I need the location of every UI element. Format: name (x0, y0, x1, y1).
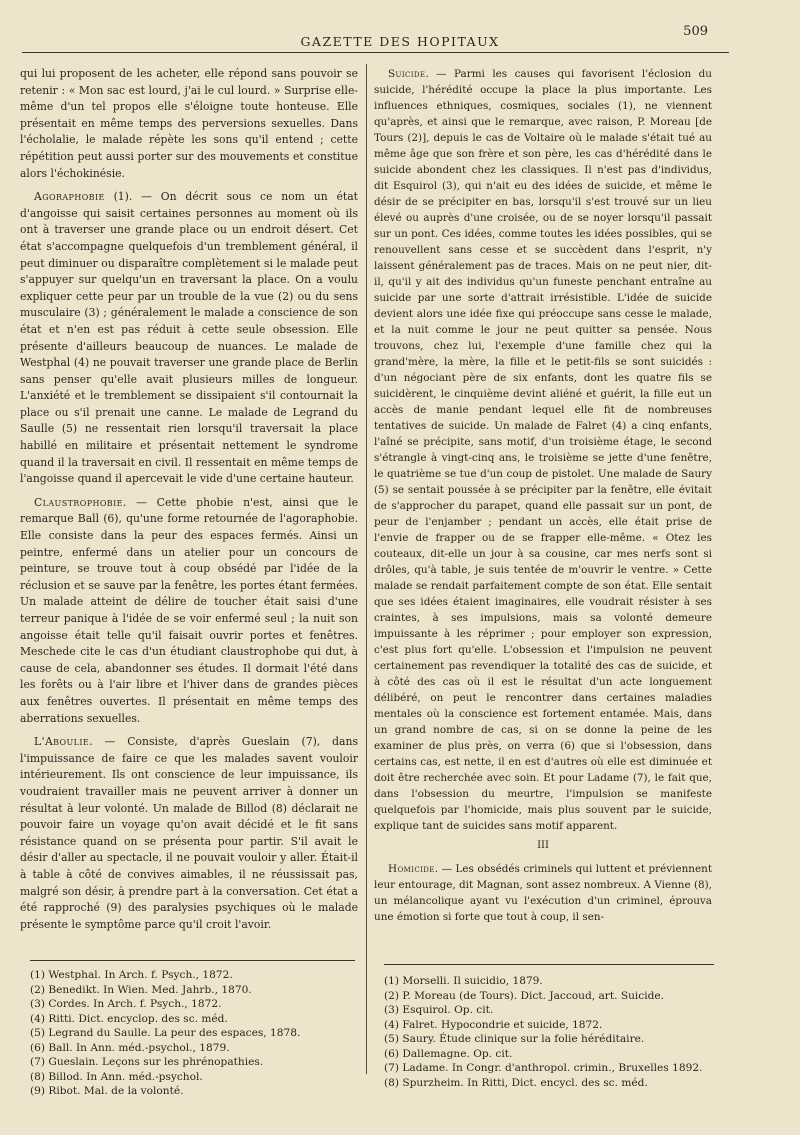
suicide-paragraph (374, 66, 712, 834)
right-column (374, 66, 712, 952)
left-column (20, 66, 358, 938)
aboulie-paragraph (20, 734, 358, 933)
homicide-text: . — Les obsédés criminels qui luttent et préviennent leur entourage, dit Magnan, sont assez nombreux. A Vienne (8), un mélancolique ayant vu l'exécution d'un criminel, éprouva une émotion si forte que tout à coup, il sen- (374, 863, 712, 923)
section-term-aboulie: L'Aboulie (34, 735, 90, 749)
footnote: (5) Saury. Étude clinique sur la folie héréditaire. (384, 1033, 645, 1045)
journal-title: GAZETTE DES HOPITAUX (300, 34, 500, 49)
header-rule (22, 52, 729, 53)
section-term-suicide: Suicide (388, 68, 426, 80)
footnote: (2) P. Moreau (de Tours). Dict. Jaccoud, art. Suicide. (384, 989, 665, 1002)
footnote-rule-left (30, 960, 355, 961)
section-term-claustrophobie: Claustrophobie (34, 495, 123, 509)
footnote: (8) Spurzheim. In Ritti, Dict. encycl. des sc. méd. (384, 1076, 648, 1089)
footnote: (3) Cordes. In Arch. f. Psych., 1872. (30, 998, 222, 1010)
aboulie-text: . — Consiste, d'après Gueslain (7), dans l'impuissance de faire ce que les malades savent vouloir intérieurement. Ils ont conscience de leur impuissance, ils voudraient travailler mais ne peuvent arriver à donner un résultat à leur volonté. Un malade de Billod (8) déclarait ne pouvoir faire un voyage qu'on avait décidé et le fit sans résistance quand on se présenta pour partir. S'il avait le désir d'aller au spectacle, il ne pouvait vouloir y aller. Était-il à table à côté de convives aimables, il ne réussissait pas, malgré son désir, à prendre part à la conversation. Cet état a été rapproché (9) des paralysies psychiques où le malade présente le symptôme parce qu'il croit l'avoir. (20, 735, 358, 931)
footnote: (5) Legrand du Saulle. La peur des espaces, 1878. (30, 1027, 301, 1039)
running-header (0, 22, 800, 50)
echolalie-paragraph: qui lui proposent de les acheter, elle répond sans pouvoir se retenir : « Mon sac est lourd, j'ai le cul lourd. » Surprise elle-même d'un tel propos elle s'éloigne toute honteuse. Elle présentait en même temps des perversions sexuelles. Dans l'écholalie, le malade répète les sons qu'il entend ; cette répétition peut aussi porter sur des mouvements et constitue alors l'échokinésie. (20, 67, 358, 180)
footnotes-right (384, 974, 724, 1090)
page-number: 509 (683, 24, 708, 39)
footnote: (4) Falret. Hypocondrie et suicide, 1872. (384, 1018, 603, 1031)
claustrophobie-paragraph (20, 495, 358, 727)
footnote: (6) Ball. In Ann. méd.-psychol., 1879. (30, 1041, 230, 1054)
column-divider (366, 64, 367, 1074)
section-marker: III (537, 840, 549, 851)
footnote: (9) Ribot. Mal. de la volonté. (30, 1085, 184, 1097)
suicide-text: . — Parmi les causes qui favorisent l'éclosion du suicide, l'hérédité occupe la place la plus importante. Les influences ethniques, cosmiques, sociales (1), ne viennent qu'après, et ainsi que le remarque, avec raison, P. Moreau [de Tours (2)], depuis le cas de Voltaire où le malade s'était tué au même âge que son frère et son père, les cas d'hérédité dans le suicide abondent chez les classiques. Il n'est pas d'individus, dit Esquirol (3), qui n'ait eu des idées de suicide, et même le désir de se précipiter en bas, lorsqu'il s'est trouvé sur un lieu élevé ou auprès d'une croisée, ou de se noyer lorsqu'il passait sur un pont. Ces idées, comme toutes les idées possibles, qui se renouvellent sans cesse et se succèdent dans l'esprit, n'y laissent généralement pas de traces. Mais on ne peut nier, dit-il, qu'il y ait des individus qu'un funeste penchant entraîne au suicide par une sorte d'attrait irrésistible. L'idée de suicide devient alors une idée fixe qui préoccupe sans cesse le malade, et la nuit comme le jour ne peut quitter sa pensée. Nous trouvons, chez lui, l'exemple d'une famille chez qui la grand'mère, la mère, la fille et le petit-fils se sont suicidés : d'un négociant père de six enfants, dont les quatre fils se suicidèrent, le cinquième devint aliéné et guérit, la fille eut un accès de manie pendant lequel elle fit de nombreuses tentatives de suicide. Un malade de Falret (4) a cinq enfants, l'aîné se précipite, sans motif, d'un troisième étage, le second s'étrangle à vingt-cinq ans, le troisième se jette d'une fenêtre, le quatrième se tue d'un coup de pistolet. Une malade de Saury (5) se sentait poussée à se précipiter par la fenêtre, elle évitait de s'approcher du parapet, quand elle passait sur un pont, de peur de l'enjamber ; pendant un accès, elle était prise de l'envie de frapper ou de se frapper elle-même. « Otez les couteaux, dit-elle un jour à sa cousine, car mes nerfs sont si drôles, qu'à table, je suis tentée de m'ouvrir le ventre. » Cette malade se rendait parfaitement compte de son état. Elle sentait que ses idées étaient imaginaires, elle voudrait résister à ses craintes, à ses impulsions, mais sa volonté demeure impuissante à les réprimer ; pour employer son expression, c'est plus fort qu'elle. L'obsession et l'impulsion ne peuvent certainement pas revendiquer la totalité des cas de suicide, et à côté des cas où il est le résultat d'un acte longuement délibéré, on peut le rencontrer dans certaines maladies mentales où la conscience est fortement entamée. Mais, dans un grand nombre de cas, si on se donne la peine de les examiner de plus près, on verra (6) que si l'obsession, dans certains cas, est nette, il en est d'autres où elle est diminuée et doit être recherchée avec soin. Et pour Ladame (7), le fait que, dans l'obsession du meurtre, l'impulsion se manifeste quelquefois par l'homicide, mais plus souvent par le suicide, explique tant de suicides sans motif apparent. (374, 68, 712, 832)
footnote: (3) Esquirol. Op. cit. (384, 1004, 494, 1016)
footnote: (7) Gueslain. Leçons sur les phrénopathies. (30, 1056, 264, 1068)
footnote: (8) Billod. In Ann. méd.-psychol. (30, 1070, 203, 1083)
footnote: (4) Ritti. Dict. encyclop. des sc. méd. (30, 1012, 228, 1025)
footnote: (1) Morselli. Il suicidio, 1879. (384, 975, 543, 987)
homicide-paragraph (374, 861, 712, 925)
claustrophobie-text: . — Cette phobie n'est, ainsi que le remarque Ball (6), qu'une forme retournée de l'agoraphobie. Elle consiste dans la peur des espaces fermés. Ainsi un peintre, enfermé dans un atelier pour un concours de peinture, se trouve tout à coup obsédé par l'idée de la réclusion et se sauve par la fenêtre, les portes étant fermées. Un malade atteint de délire de toucher était saisi d'une terreur panique à l'idée de se voir enfermé seul ; la nuit son angoisse était telle qu'il faisait ouvrir portes et fenêtres. Meschede cite le cas d'un étudiant claustrophobe qui dut, à cause de cela, abandonner ses études. Il dormait l'été dans les forêts ou à l'air libre et l'hiver dans de grandes pièces aux fenêtres ouvertes. Il présentait en même temps des aberrations sexuelles. (20, 495, 358, 725)
footnote: (1) Westphal. In Arch. f. Psych., 1872. (30, 969, 233, 981)
agoraphobie-paragraph (20, 189, 358, 488)
footnotes-left (30, 968, 370, 1099)
footnote: (2) Benedikt. In Wien. Med. Jahrb., 1870. (30, 983, 252, 996)
footnote: (7) Ladame. In Congr. d'anthropol. crimin., Bruxelles 1892. (384, 1062, 703, 1074)
footnote-rule-right (384, 964, 714, 965)
section-term-homicide: Homicide (388, 863, 435, 875)
section-term-agoraphobie: Agoraphobie (34, 190, 105, 204)
agoraphobie-text: (1). — On décrit sous ce nom un état d'angoisse qui saisit certaines personnes au moment où ils ont à traverser une grande place ou un endroit désert. Cet état s'accompagne quelquefois d'un tremblement général, il peut diminuer ou disparaître complètement si le malade peut s'appuyer sur quelqu'un en traversant la place. On a voulu expliquer cette peur par un trouble de la vue (2) ou du sens musculaire (3) ; généralement le malade a conscience de son état et n'en est pas réduit à cette seule obsession. Elle présente d'ailleurs beaucoup de nuances. Le malade de Westphal (4) ne pouvait traverser une grande place de Berlin sans penser qu'elle avait plusieurs milles de longueur. L'anxiété et le tremblement se dissipaient s'il contournait la place ou s'il prenait une canne. Le malade de Legrand du Saulle (5) ne ressentait rien lorsqu'il traversait la place habillé en militaire et présentait nettement le syndrome quand il la traversait en civil. Il ressentait en même temps de l'angoisse quand il apercevait le vide d'une certaine hauteur. (20, 190, 358, 486)
footnote: (6) Dallemagne. Op. cit. (384, 1047, 513, 1060)
